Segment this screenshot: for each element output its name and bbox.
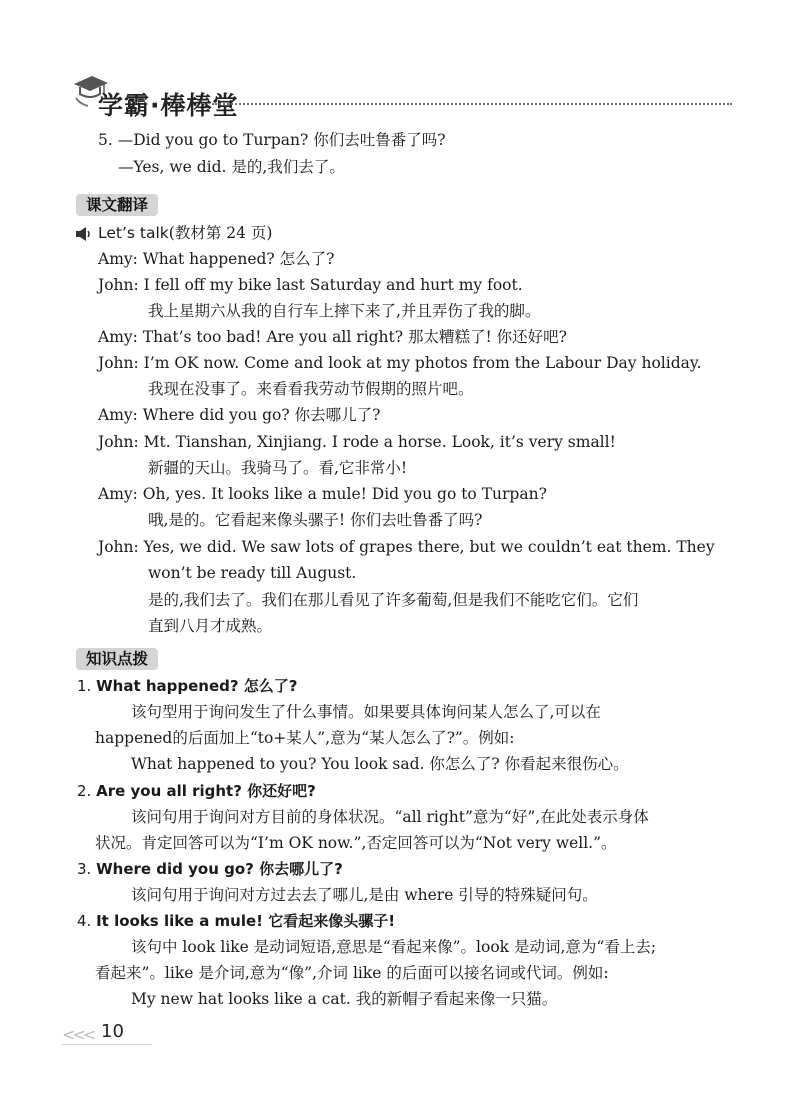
dialogue-line: Amy: What happened? 怎么了? <box>98 250 335 268</box>
dialogue-translation: 我上星期六从我的自行车上摔下来了,并且弄伤了我的脚。 <box>148 302 541 320</box>
page-number: 10 <box>101 1021 124 1042</box>
example-line: —Yes, we did. 是的,我们去了。 <box>118 158 345 176</box>
lets-talk-label: Let’s talk <box>98 224 169 242</box>
point-title: What happened? 怎么了? <box>96 677 298 695</box>
point-heading <box>77 911 395 931</box>
dialogue-line: Amy: Where did you go? 你去哪儿了? <box>98 406 381 424</box>
point-body: 状况。肯定回答可以为“I’m OK now.”,否定回答可以为“Not very well.”。 <box>95 834 617 852</box>
point-number: 3. <box>77 860 92 878</box>
header-dotted-rule <box>212 103 732 105</box>
point-number: 4. <box>77 912 92 930</box>
point-title: It looks like a mule! 它看起来像头骡子! <box>96 912 396 930</box>
lets-talk-heading <box>98 223 272 243</box>
dialogue-line: John: I fell off my bike last Saturday and hurt my foot. <box>98 276 523 294</box>
point-body: 该问句用于询问对方过去去了哪儿,是由 where 引导的特殊疑问句。 <box>131 886 598 904</box>
point-heading <box>77 676 298 696</box>
point-heading <box>77 859 343 879</box>
dialogue-line: Amy: That’s too bad! Are you all right? 那太糟糕了! 你还好吧? <box>98 328 567 346</box>
page-arrows-icon: <<< <box>62 1025 94 1044</box>
textbook-reference: (教材第 24 页) <box>168 224 273 242</box>
dialogue-line: John: Mt. Tianshan, Xinjiang. I rode a horse. Look, it’s very small! <box>98 433 616 451</box>
point-number: 1. <box>77 677 92 695</box>
dialogue-line: Amy: Oh, yes. It looks like a mule! Did you go to Turpan? <box>98 485 547 503</box>
point-heading <box>77 781 316 801</box>
point-number: 2. <box>77 782 92 800</box>
example-line: 5. —Did you go to Turpan? 你们去吐鲁番了吗? <box>98 131 446 149</box>
point-example: My new hat looks like a cat. 我的新帽子看起来像一只猫。 <box>131 990 558 1008</box>
dialogue-translation: 直到八月才成熟。 <box>148 617 273 635</box>
section-tag-knowledge: 知识点拨 <box>76 648 158 670</box>
point-body: 该句中 look like 是动词短语,意思是“看起来像”。look 是动词,意为“看上去; <box>131 938 657 956</box>
dialogue-translation: 哦,是的。它看起来像头骡子! 你们去吐鲁番了吗? <box>148 511 483 529</box>
point-body: 看起来”。like 是介词,意为“像”,介词 like 的后面可以接名词或代词。例如: <box>95 964 609 982</box>
brand-header <box>70 70 270 120</box>
brand-title: 学霸·棒棒堂 <box>98 91 239 120</box>
dialogue-translation: 我现在没事了。来看看我劳动节假期的照片吧。 <box>148 380 474 398</box>
point-title: Are you all right? 你还好吧? <box>96 782 316 800</box>
point-body: 该句型用于询问发生了什么事情。如果要具体询问某人怎么了,可以在 <box>131 703 601 721</box>
point-example: What happened to you? You look sad. 你怎么了? 你看起来很伤心。 <box>131 755 629 773</box>
dialogue-translation: 是的,我们去了。我们在那儿看见了许多葡萄,但是我们不能吃它们。它们 <box>148 591 639 609</box>
dialogue-line: John: I’m OK now. Come and look at my photos from the Labour Day holiday. <box>98 354 702 372</box>
dialogue-translation: 新疆的天山。我骑马了。看,它非常小! <box>148 459 408 477</box>
point-title: Where did you go? 你去哪儿了? <box>96 860 343 878</box>
section-tag-translation: 课文翻译 <box>76 194 158 216</box>
point-body: 该问句用于询问对方目前的身体状况。“all right”意为“好”,在此处表示身体 <box>131 808 649 826</box>
footer-rule <box>62 1044 152 1045</box>
dialogue-line: John: Yes, we did. We saw lots of grapes there, but we couldn’t eat them. They <box>98 538 715 556</box>
speaker-icon <box>75 227 93 241</box>
dialogue-line-continued: won’t be ready till August. <box>148 564 357 582</box>
point-body: happened的后面加上“to+某人”,意为“某人怎么了?”。例如: <box>95 729 515 747</box>
